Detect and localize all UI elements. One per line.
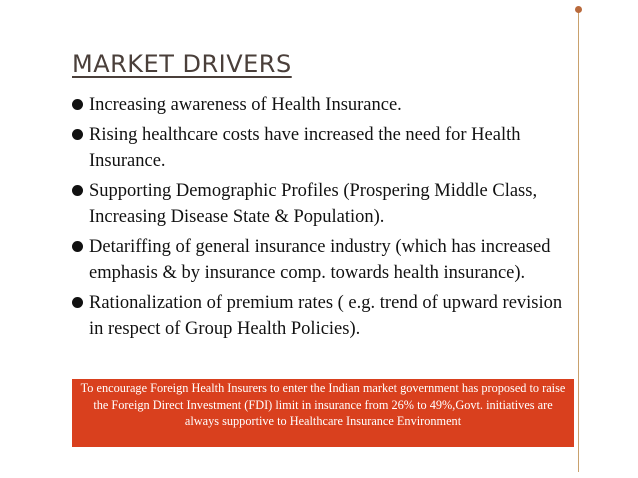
bullet-text: Detariffing of general insurance industry (which has increased emphasis & by insurance comp. towards health insurance). [89,237,551,283]
bullet-text: Rising healthcare costs have increased the need for Health Insurance. [89,125,521,171]
bullet-item [72,122,577,174]
bullet-list [72,92,577,346]
bullet-text: Supporting Demographic Profiles (Prospering Middle Class, Increasing Disease State & Population). [89,181,538,227]
bullet-icon [72,185,83,196]
bullet-icon [72,241,83,252]
page-title: MARKET DRIVERS [72,50,292,78]
bullet-item [72,234,577,286]
fdi-callout-box: To encourage Foreign Health Insurers to enter the Indian market government has proposed to raise the Foreign Direct Investment (FDI) limit in insurance from 26% to 49%,Govt. initiatives are always supportive to Healthcare Insurance Environment [72,379,574,447]
bullet-icon [72,99,83,110]
bullet-icon [72,129,83,140]
accent-dot [575,6,582,13]
bullet-item [72,92,577,118]
bullet-text: Increasing awareness of Health Insurance. [89,95,402,115]
bullet-item [72,178,577,230]
bullet-text: Rationalization of premium rates ( e.g. trend of upward revision in respect of Group Health Policies). [89,293,563,339]
bullet-item [72,290,577,342]
bullet-icon [72,297,83,308]
accent-vertical-line [578,10,579,472]
